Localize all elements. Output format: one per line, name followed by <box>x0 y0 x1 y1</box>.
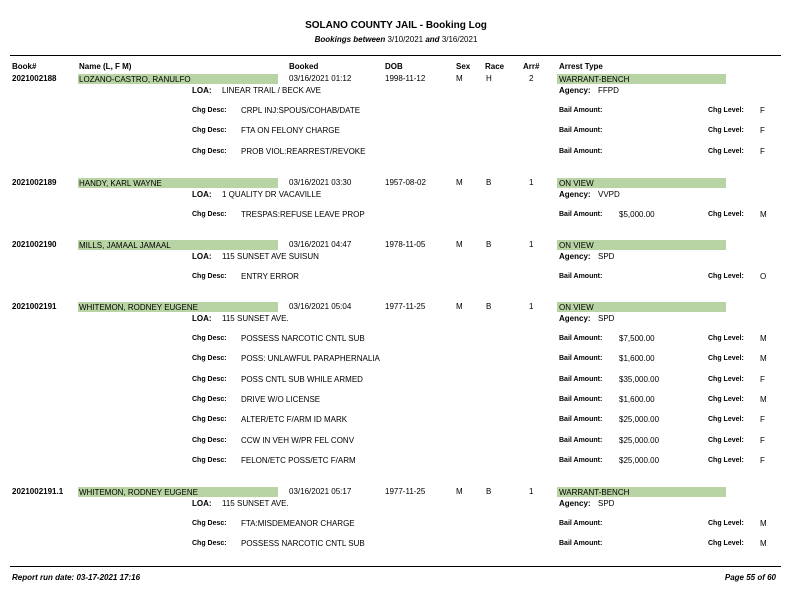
arrest-number: 1 <box>529 178 534 187</box>
charge-desc: FTA:MISDEMEANOR CHARGE <box>241 519 355 528</box>
charge-level: M <box>760 210 767 219</box>
book-number: 2021002191 <box>12 302 57 311</box>
charge-level: F <box>760 415 765 425</box>
sex: M <box>456 302 463 311</box>
booked-datetime: 03/16/2021 05:04 <box>289 302 352 311</box>
sex: M <box>456 74 463 83</box>
charge-desc-label: Chg Desc: <box>192 456 227 464</box>
race: B <box>486 487 492 496</box>
agency-label: Agency: <box>559 314 591 323</box>
col-race: Race <box>485 62 505 71</box>
bail-amount: $7,500.00 <box>619 334 655 343</box>
charge-level-label: Chg Level: <box>708 395 744 403</box>
booked-datetime: 03/16/2021 01:12 <box>289 74 352 83</box>
and-label: and <box>425 35 440 44</box>
charge-desc-label: Chg Desc: <box>192 375 227 383</box>
charge-level: F <box>760 374 765 384</box>
charge-desc-label: Chg Desc: <box>192 127 227 135</box>
bail-amount-label: Bail Amount: <box>559 355 603 363</box>
bail-amount: $25,000.00 <box>619 455 660 465</box>
book-number: 2021002190 <box>12 240 57 249</box>
loa-label: LOA: <box>192 190 212 199</box>
charge-level-label: Chg Level: <box>708 456 744 464</box>
col-dob: DOB <box>385 62 403 71</box>
bail-amount-label: Bail Amount: <box>559 540 603 548</box>
bail-amount-label: Bail Amount: <box>559 395 603 403</box>
agency-value: SPD <box>598 499 615 508</box>
agency-label: Agency: <box>559 86 591 95</box>
arrest-number: 2 <box>529 74 534 83</box>
inmate-name: WHITEMON, RODNEY EUGENE <box>79 303 198 312</box>
col-book: Book# <box>12 62 37 71</box>
sex: M <box>456 240 463 249</box>
charge-desc: FTA ON FELONY CHARGE <box>241 126 340 136</box>
sex: M <box>456 487 463 496</box>
loa-value: 115 SUNSET AVE. <box>222 314 289 323</box>
arrest-type: ON VIEW <box>559 303 594 312</box>
book-number: 2021002188 <box>12 74 57 83</box>
charge-desc: POSSESS NARCOTIC CNTL SUB <box>241 334 365 343</box>
charge-desc-label: Chg Desc: <box>192 416 227 424</box>
charge-level-label: Chg Level: <box>708 273 744 280</box>
col-booked: Booked <box>289 62 319 71</box>
loa-value: LINEAR TRAIL / BECK AVE <box>222 86 321 95</box>
charge-level: M <box>760 519 767 528</box>
charge-level: F <box>760 455 765 465</box>
bail-amount: $25,000.00 <box>619 415 660 425</box>
sex: M <box>456 178 463 187</box>
charge-desc: CCW IN VEH W/PR FEL CONV <box>241 435 355 445</box>
charge-desc: ENTRY ERROR <box>241 272 299 281</box>
footer-rule <box>10 566 781 567</box>
col-arr: Arr# <box>523 62 540 71</box>
bail-amount-label: Bail Amount: <box>559 107 603 114</box>
arrest-type: WARRANT-BENCH <box>559 488 630 497</box>
charge-desc: POSS CNTL SUB WHILE ARMED <box>241 374 363 384</box>
bookings-between-label: Bookings between <box>314 35 386 44</box>
race: B <box>486 240 492 249</box>
charge-desc-label: Chg Desc: <box>192 395 227 403</box>
charge-level: F <box>760 106 765 115</box>
agency-label: Agency: <box>559 499 591 508</box>
loa-label: LOA: <box>192 499 212 508</box>
charge-level-label: Chg Level: <box>708 540 744 548</box>
charge-level-label: Chg Level: <box>708 335 744 342</box>
dob: 1977-11-25 <box>385 302 426 311</box>
charge-desc: DRIVE W/O LICENSE <box>241 394 321 404</box>
charge-level-label: Chg Level: <box>708 211 744 218</box>
charge-desc: PROB VIOL:REARREST/REVOKE <box>241 146 366 156</box>
report-subtitle <box>0 35 792 44</box>
charge-level: F <box>760 146 765 156</box>
arrest-number: 1 <box>529 487 534 496</box>
race: B <box>486 178 492 187</box>
charge-level: M <box>760 334 767 343</box>
agency-label: Agency: <box>559 252 591 261</box>
bail-amount-label: Bail Amount: <box>559 416 603 424</box>
bail-amount: $1,600.00 <box>619 394 655 404</box>
book-number: 2021002189 <box>12 178 57 187</box>
bail-amount-label: Bail Amount: <box>559 436 603 444</box>
booked-datetime: 03/16/2021 05:17 <box>289 487 352 496</box>
start-date: 3/10/2021 <box>387 35 424 44</box>
charge-desc-label: Chg Desc: <box>192 273 227 280</box>
agency-value: SPD <box>598 314 615 323</box>
arrest-type: ON VIEW <box>559 179 594 188</box>
bail-amount: $1,600.00 <box>619 354 655 364</box>
charge-desc-label: Chg Desc: <box>192 355 227 363</box>
bail-amount: $5,000.00 <box>619 210 655 219</box>
booked-datetime: 03/16/2021 03:30 <box>289 178 352 187</box>
charge-level-label: Chg Level: <box>708 107 744 114</box>
charge-desc-label: Chg Desc: <box>192 436 227 444</box>
charge-level: F <box>760 126 765 136</box>
dob: 1957-08-02 <box>385 178 426 187</box>
loa-value: 115 SUNSET AVE SUISUN <box>222 252 319 261</box>
charge-level-label: Chg Level: <box>708 375 744 383</box>
charge-level-label: Chg Level: <box>708 355 744 363</box>
agency-value: SPD <box>598 252 615 261</box>
inmate-name: HANDY, KARL WAYNE <box>79 179 162 188</box>
charge-level: F <box>760 435 765 445</box>
charge-level-label: Chg Level: <box>708 436 744 444</box>
charge-level: M <box>760 394 767 404</box>
charge-desc: CRPL INJ:SPOUS/COHAB/DATE <box>241 106 361 115</box>
charge-desc-label: Chg Desc: <box>192 211 227 218</box>
book-number: 2021002191.1 <box>12 487 64 496</box>
charge-desc: FELON/ETC POSS/ETC F/ARM <box>241 455 356 465</box>
bail-amount-label: Bail Amount: <box>559 375 603 383</box>
report-run-date: Report run date: 03-17-2021 17:16 <box>12 573 141 582</box>
bail-amount-label: Bail Amount: <box>559 147 603 155</box>
bail-amount-label: Bail Amount: <box>559 520 603 527</box>
page-number: Page 55 of 60 <box>724 573 776 582</box>
dob: 1977-11-25 <box>385 487 426 496</box>
bail-amount-label: Bail Amount: <box>559 127 603 135</box>
loa-label: LOA: <box>192 86 212 95</box>
charge-desc: TRESPAS:REFUSE LEAVE PROP <box>241 210 365 219</box>
loa-value: 115 SUNSET AVE. <box>222 499 289 508</box>
bail-amount: $35,000.00 <box>619 374 660 384</box>
loa-label: LOA: <box>192 252 212 261</box>
col-arrest-type: Arrest Type <box>559 62 603 71</box>
arrest-number: 1 <box>529 240 534 249</box>
arrest-type: ON VIEW <box>559 241 594 250</box>
bail-amount: $25,000.00 <box>619 435 660 445</box>
charge-desc-label: Chg Desc: <box>192 335 227 342</box>
charge-level-label: Chg Level: <box>708 520 744 527</box>
report-title: SOLANO COUNTY JAIL - Booking Log <box>305 20 487 31</box>
charge-level-label: Chg Level: <box>708 416 744 424</box>
charge-desc: POSSESS NARCOTIC CNTL SUB <box>241 539 365 549</box>
race: H <box>486 74 492 83</box>
charge-level-label: Chg Level: <box>708 147 744 155</box>
charge-level: M <box>760 354 767 364</box>
inmate-name: WHITEMON, RODNEY EUGENE <box>79 488 198 497</box>
charge-desc-label: Chg Desc: <box>192 540 227 548</box>
charge-desc: ALTER/ETC F/ARM ID MARK <box>241 415 348 425</box>
agency-value: VVPD <box>598 190 620 199</box>
agency-label: Agency: <box>559 190 591 199</box>
loa-label: LOA: <box>192 314 212 323</box>
booked-datetime: 03/16/2021 04:47 <box>289 240 352 249</box>
col-sex: Sex <box>456 62 471 71</box>
charge-level: M <box>760 539 767 549</box>
loa-value: 1 QUALITY DR VACAVILLE <box>222 190 322 199</box>
bail-amount-label: Bail Amount: <box>559 335 603 342</box>
charge-level-label: Chg Level: <box>708 127 744 135</box>
agency-value: FFPD <box>598 86 619 95</box>
bail-amount-label: Bail Amount: <box>559 273 603 280</box>
end-date: 3/16/2021 <box>441 35 478 44</box>
charge-desc-label: Chg Desc: <box>192 520 227 527</box>
header-rule <box>10 55 781 56</box>
charge-desc-label: Chg Desc: <box>192 107 227 114</box>
bail-amount-label: Bail Amount: <box>559 456 603 464</box>
dob: 1978-11-05 <box>385 240 426 249</box>
bail-amount-label: Bail Amount: <box>559 211 603 218</box>
race: B <box>486 302 492 311</box>
inmate-name: MILLS, JAMAAL JAMAAL <box>79 241 171 250</box>
inmate-name: LOZANO-CASTRO, RANULFO <box>79 75 191 84</box>
arrest-type: WARRANT-BENCH <box>559 75 630 84</box>
dob: 1998-11-12 <box>385 74 426 83</box>
arrest-number: 1 <box>529 302 534 311</box>
charge-desc-label: Chg Desc: <box>192 147 227 155</box>
charge-level: O <box>760 272 767 281</box>
col-name: Name (L, F M) <box>79 62 132 71</box>
charge-desc: POSS: UNLAWFUL PARAPHERNALIA <box>241 354 380 364</box>
